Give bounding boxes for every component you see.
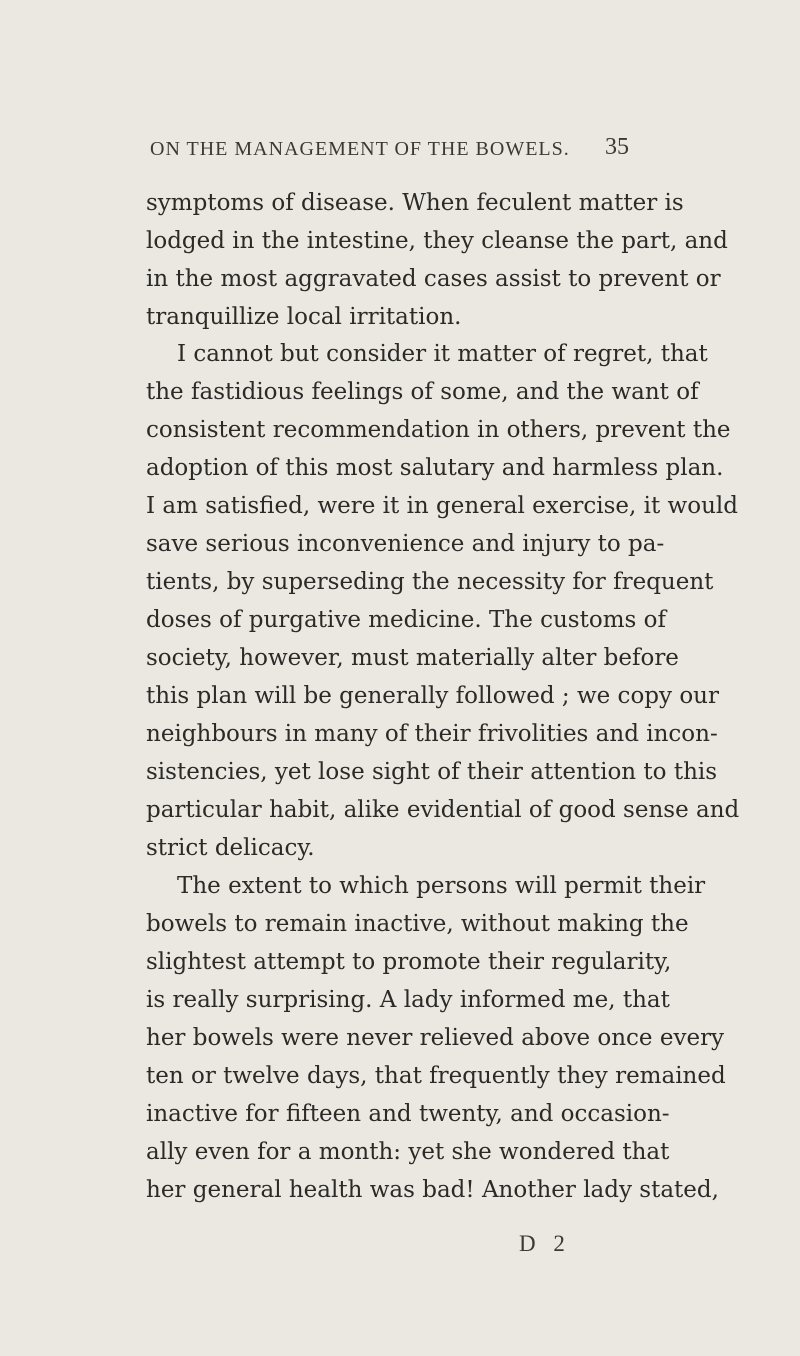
text-line: adoption of this most salutary and harmless plan.: [146, 455, 724, 481]
text-line: bowels to remain inactive, without making the: [146, 911, 689, 937]
text-line: society, however, must materially alter before: [146, 645, 679, 671]
text-line: tients, by superseding the necessity for frequent: [146, 569, 714, 595]
page-number: 35: [605, 134, 629, 160]
text-line: The extent to which persons will permit their: [177, 873, 706, 899]
running-title: ON THE MANAGEMENT OF THE BOWELS.: [150, 138, 570, 160]
text-line: I am satisfied, were it in general exercise, it would: [146, 493, 738, 519]
text-line: this plan will be generally followed ; we copy our: [146, 683, 719, 709]
text-line: save serious inconvenience and injury to pa-: [146, 531, 665, 557]
text-line: strict delicacy.: [146, 835, 315, 861]
text-line: I cannot but consider it matter of regret, that: [177, 341, 708, 367]
text-line: her bowels were never relieved above once every: [146, 1025, 725, 1051]
text-line: inactive for fifteen and twenty, and occasion-: [146, 1101, 670, 1127]
text-line: lodged in the intestine, they cleanse the part, and: [146, 228, 728, 254]
text-line: sistencies, yet lose sight of their attention to this: [146, 759, 718, 785]
text-line: her general health was bad! Another lady stated,: [146, 1177, 719, 1203]
text-line: consistent recommendation in others, prevent the: [146, 417, 731, 443]
signature-mark: D 2: [519, 1231, 571, 1256]
text-line: ally even for a month: yet she wondered that: [146, 1139, 670, 1165]
text-line: slightest attempt to promote their regularity,: [146, 949, 672, 975]
text-line: neighbours in many of their frivolities and incon-: [146, 721, 718, 747]
text-line: ten or twelve days, that frequently they remained: [146, 1063, 726, 1089]
text-line: doses of purgative medicine. The customs of: [146, 607, 666, 633]
text-line: the fastidious feelings of some, and the want of: [146, 379, 699, 405]
text-line: is really surprising. A lady informed me, that: [146, 987, 670, 1013]
text-line: symptoms of disease. When feculent matter is: [146, 190, 684, 216]
text-line: tranquillize local irritation.: [146, 304, 462, 330]
text-line: particular habit, alike evidential of good sense and: [146, 797, 740, 823]
text-line: in the most aggravated cases assist to prevent or: [146, 266, 721, 292]
